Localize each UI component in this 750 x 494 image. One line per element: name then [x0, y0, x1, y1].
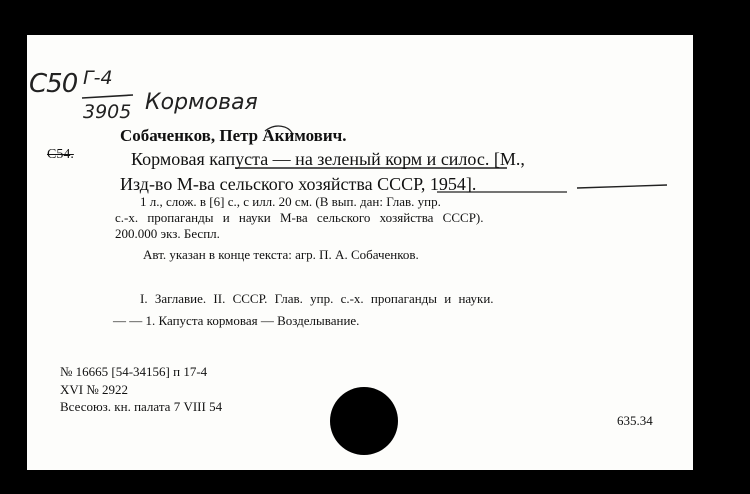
shelf-fraction-top: Г-4: [83, 67, 113, 89]
registry-line-2: XVI № 2922: [60, 382, 129, 397]
struck-call-mark: С54.: [47, 147, 74, 162]
description-line-2: с.-х. пропаганды и науки М-ва сельского хозяйства СССР).: [115, 210, 484, 225]
call-number-mark: С50: [29, 69, 78, 99]
title-line-1: Кормовая капуста — на зеленый корм и силос. [М.,: [131, 149, 525, 169]
catalog-card: [27, 35, 693, 470]
title-underline-right: [577, 185, 667, 188]
shelf-fraction-bottom: 3905: [83, 101, 132, 123]
tracings-line-2: — — 1. Капуста кормовая — Возделывание.: [113, 313, 360, 328]
title-line-2: Изд-во М-ва сельского хозяйства СССР, 1954].: [120, 174, 477, 194]
handwritten-subject: Кормовая: [145, 90, 258, 115]
fraction-bar: [82, 95, 133, 98]
author-note: Авт. указан в конце текста: агр. П. А. Собаченков.: [143, 247, 419, 262]
description-line-3: 200.000 экз. Беспл.: [115, 226, 220, 241]
classification-number: 635.34: [617, 413, 653, 428]
punch-hole: [330, 387, 398, 455]
registry-line-3: Всесоюз. кн. палата 7 VIII 54: [60, 399, 223, 414]
registry-line-1: № 16665 [54-34156] п 17-4: [60, 364, 208, 379]
description-line-1: 1 л., слож. в [6] с., с илл. 20 см. (В вып. дан: Глав. упр.: [140, 194, 441, 209]
tracings-line-1: I. Заглавие. II. СССР. Глав. упр. с.-х. пропаганды и науки.: [140, 291, 494, 306]
author-heading: Собаченков, Петр Акимович.: [120, 126, 347, 145]
